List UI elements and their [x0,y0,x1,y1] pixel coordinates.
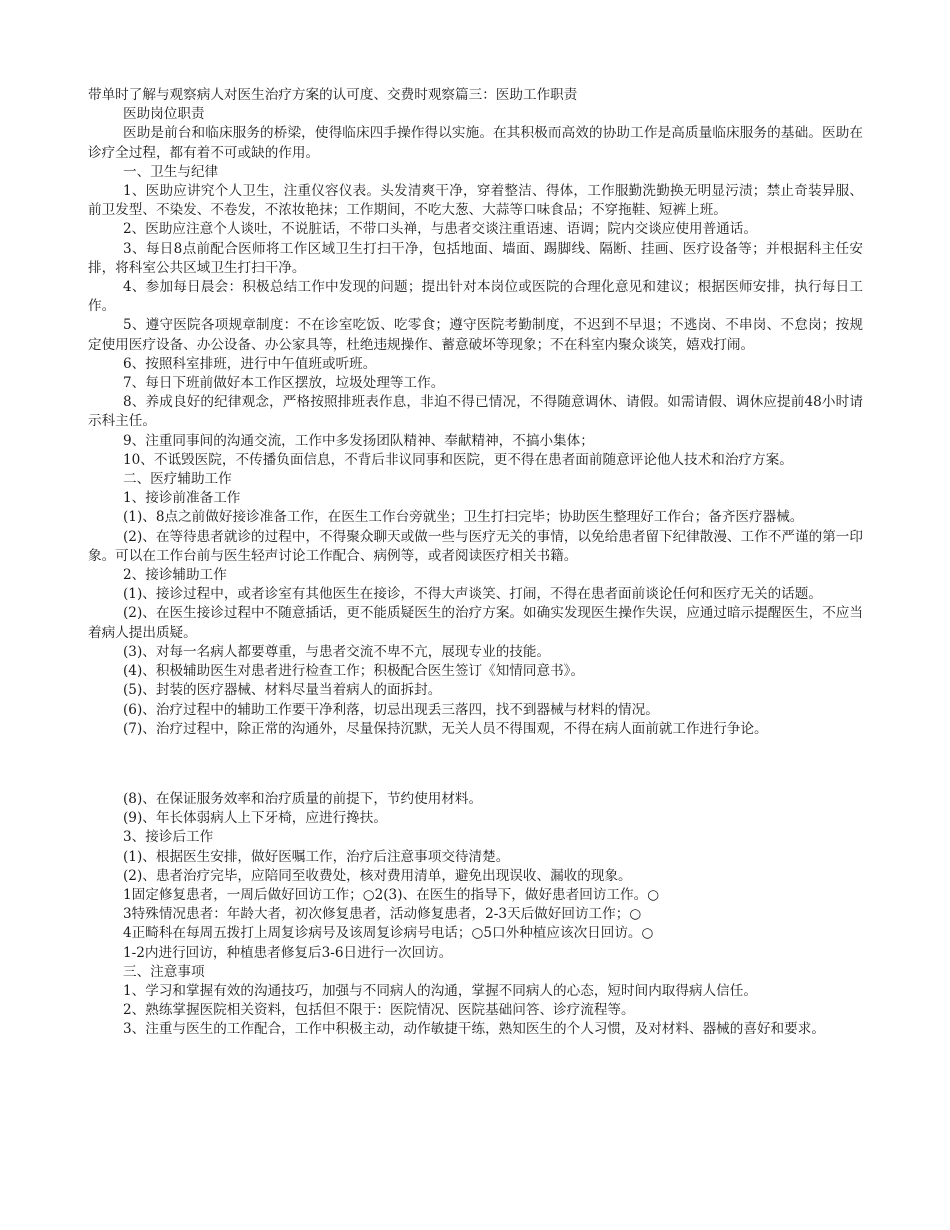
paragraph: 二、医疗辅助工作 [123,471,232,488]
paragraph: (5)、封装的医疗器械、材料尽量当着病人的面拆封。 [123,682,442,699]
paragraph-spacer [88,755,863,774]
paragraph: 医助是前台和临床服务的桥梁，使得临床四手操作得以实施。在其积极而高效的协助工作是高质量临床服务的基础。医助在诊疗全过程，都有着不可或缺的作用。 [88,125,863,161]
paragraph: 4正畸科在每周五拨打上周复诊病号及该周复诊病号电话；○5口外种植应该次日回访。○ [123,925,654,942]
paragraph: 3、接诊后工作 [123,829,214,846]
paragraph: 4、参加每日晨会：积极总结工作中发现的问题；提出针对本岗位或医院的合理化意见和建议；根据医师安排，执行每日工作。 [88,279,863,315]
paragraph: (2)、在等待患者就诊的过程中，不得聚众聊天或做一些与医疗无关的事情，以免给患者留下纪律散漫、工作不严谨的第一印象。可以在工作台前与医生轻声讨论工作配合、病例等，或者阅读医疗相关书籍。 [88,528,863,564]
paragraph: (2)、患者治疗完毕，应陪同至收费处，核对费用清单，避免出现误收、漏收的现象。 [123,867,632,884]
paragraph: (7)、治疗过程中，除正常的沟通外，尽量保持沉默，无关人员不得围观，不得在病人面前就工作进行争论。 [123,720,768,737]
paragraph: 1、学习和掌握有效的沟通技巧，加强与不同病人的沟通，掌握不同病人的心态，短时间内取得病人信任。 [123,982,757,999]
paragraph: 3、注重与医生的工作配合，工作中积极主动，动作敏捷干练，熟知医生的个人习惯，及对材料、器械的喜好和要求。 [123,1021,825,1038]
paragraph: (3)、对每一名病人都要尊重，与患者交流不卑不亢，展现专业的技能。 [123,643,551,660]
paragraph: 3特殊情况患者：年龄大者，初次修复患者，活动修复患者，2-3天后做好回访工作；○ [123,906,642,923]
paragraph: (1)、接诊过程中，或者诊室有其他医生在接诊，不得大声谈笑、打闹，不得在患者面前谈论任何和医疗无关的话题。 [123,586,822,603]
paragraph: 1、接诊前准备工作 [123,490,241,507]
paragraph: (4)、积极辅助医生对患者进行检查工作；积极配合医生签订《知情同意书》。 [123,663,585,680]
paragraph: (1)、根据医生安排，做好医嘱工作，治疗后注意事项交待清楚。 [123,848,510,865]
paragraph: 1、医助应讲究个人卫生，注重仪容仪表。头发清爽干净，穿着整洁、得体，工作服勤洗勤换无明显污渍；禁止奇装异服、前卫发型、不染发、不卷发，不浓妆艳抹；工作期间，不吃大葱、大蒜等口味食品；不穿拖鞋、短裤上班。 [88,183,863,219]
paragraph: (9)、年长体弱病人上下牙椅，应进行搀扶。 [123,810,387,827]
paragraph: (6)、治疗过程中的辅助工作要干净利落，切忌出现丢三落四，找不到器械与材料的情况。 [123,701,659,718]
paragraph: 2、熟练掌握医院相关资料，包括但不限于：医院情况、医院基础问答、诊疗流程等。 [123,1002,635,1019]
paragraph: 5、遵守医院各项规章制度：不在诊室吃饭、吃零食；遵守医院考勤制度，不迟到不早退；不逃岗、不串岗、不怠岗；按规定使用医疗设备、办公设备、办公家具等，杜绝违规操作、蓄意破坏等现象；不在科室内聚众谈笑，嬉戏打闹。 [88,317,863,353]
paragraph: 3、每日8点前配合医师将工作区域卫生打扫干净，包括地面、墙面、踢脚线、隔断、挂画、医疗设备等；并根据科主任安排，将科室公共区域卫生打扫干净。 [88,240,863,276]
paragraph: (8)、在保证服务效率和治疗质量的前提下，节约使用材料。 [123,790,483,807]
paragraph: 1-2内进行回访，种植患者修复后3-6日进行一次回访。 [123,944,453,961]
paragraph: (2)、在医生接诊过程中不随意插话，更不能质疑医生的治疗方案。如确实发现医生操作失误，应通过暗示提醒医生，不应当着病人提出质疑。 [88,605,863,641]
paragraph: 2、接诊辅助工作 [123,567,227,584]
paragraph: 9、注重同事间的沟通交流，工作中多发扬团队精神、奉献精神，不搞小集体； [123,432,594,449]
paragraph: 三、注意事项 [123,963,205,980]
paragraph: 一、卫生与纪律 [123,163,219,180]
paragraph: 1固定修复患者，一周后做好回访工作；○2(3)、在医生的指导下，做好患者回访工作。○ [123,886,660,903]
paragraph: 8、养成良好的纪律观念，严格按照排班表作息，非迫不得已情况，不得随意调休、请假。如需请假、调休应提前48小时请示科主任。 [88,394,863,430]
paragraph: 2、医助应注意个人谈吐，不说脏话，不带口头禅，与患者交谈注重语速、语调；院内交谈应使用普通话。 [123,221,757,238]
paragraph: (1)、8点之前做好接诊准备工作，在医生工作台旁就坐；卫生打扫完毕；协助医生整理好工作台；备齐医疗器械。 [123,509,804,526]
paragraph: 7、每日下班前做好本工作区摆放，垃圾处理等工作。 [123,375,445,392]
document-page [88,86,863,1040]
paragraph: 医助岗位职责 [123,106,205,123]
document-heading-line: 带单时了解与观察病人对医生治疗方案的认可度、交费时观察篇三：医助工作职责 [88,87,578,103]
paragraph: 6、按照科室排班，进行中午值班或听班。 [123,355,377,372]
paragraph: 10、不诋毁医院，不传播负面信息，不背后非议同事和医院，更不得在患者面前随意评论他人技术和治疗方案。 [123,451,793,468]
